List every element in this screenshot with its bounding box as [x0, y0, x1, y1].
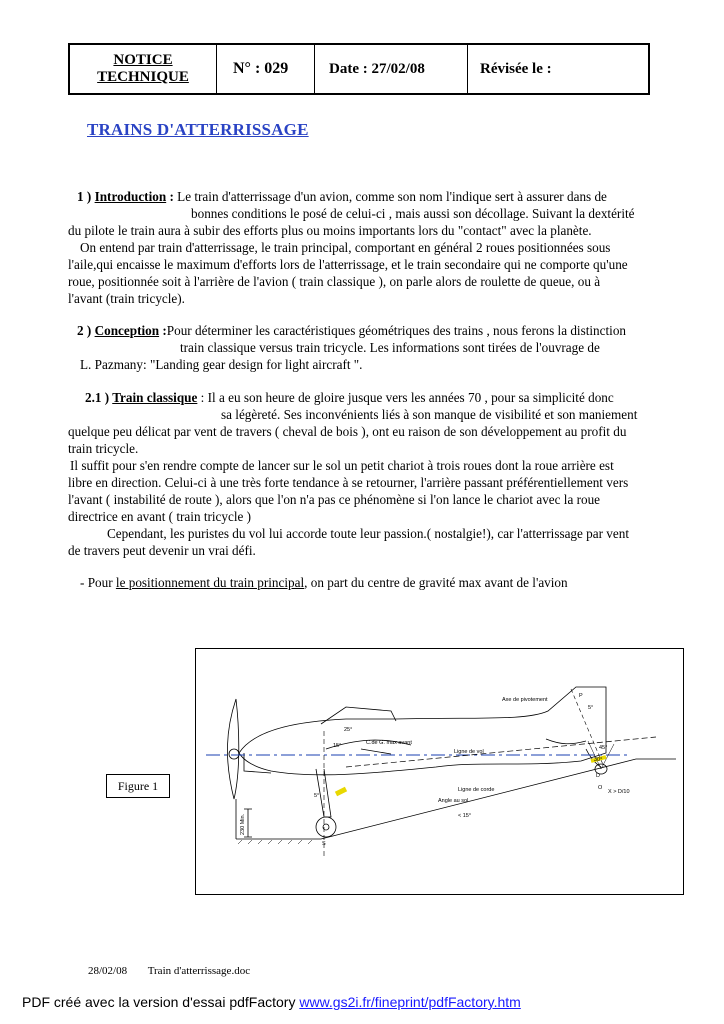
- angle-25-label: 25°: [344, 727, 353, 733]
- point-p-label: P: [579, 693, 583, 699]
- fuselage-outline: [239, 687, 606, 775]
- aircraft-diagram: [196, 649, 682, 893]
- classique-heading: Train classique: [112, 390, 198, 405]
- intro-line-1: 1 ) Introduction : Le train d'atterrissage d'un avion, comme son nom l'indique sert à assurer dans de: [77, 189, 607, 204]
- intro-line-5: l'aile,qui encaisse le maximum d'efforts lors de l'atterrissage, et le train secondaire qui ne comporte qu'une: [68, 257, 628, 272]
- angle-45-label: 45°: [599, 745, 608, 751]
- notice-line2: TECHNIQUE: [97, 69, 189, 85]
- pdffactory-banner: [22, 994, 521, 1010]
- point-s-label: S: [322, 841, 326, 847]
- document-number: N° : 029: [217, 45, 315, 93]
- point-d-label: D: [596, 773, 600, 779]
- document-date: Date : 27/02/08: [315, 45, 468, 93]
- min-height-label: 230 Min.: [240, 813, 246, 835]
- axe-pivotement-label: Axe de pivotement: [502, 697, 548, 703]
- revision-date: Révisée le :: [480, 60, 552, 77]
- angle-au-sol-label: Angle au sol: [438, 798, 469, 804]
- classique-line-9: Cependant, les puristes du vol lui accorde toute leur passion.( nostalgie!), car l'atterrissage par vent: [107, 526, 630, 541]
- x-dimension-label: X > D/10: [608, 789, 630, 795]
- angle-5b-label: 5°: [588, 705, 594, 711]
- intro-line-6: roue, positionnée soit à l'arrière de l'avion ( train classique ), on parle alors de roulette de queue, ou à: [68, 274, 601, 289]
- conception-line-2: train classique versus train tricycle. Les informations sont tirées de l'ouvrage de: [180, 340, 600, 355]
- pdffactory-link[interactable]: www.gs2i.fr/fineprint/pdfFactory.htm: [299, 994, 521, 1010]
- notice-technique-cell: [70, 45, 217, 93]
- intro-line-3: du pilote le train aura à subir des efforts plus ou moins importants lors du "contact" avec la planète.: [68, 223, 592, 238]
- point-o-label: O: [598, 785, 603, 791]
- classique-line-5: Il suffit pour s'en rendre compte de lancer sur le sol un petit chariot à trois roues dont la roue arrière est: [70, 458, 614, 473]
- classique-line-2: sa légèreté. Ses inconvénients liés à son manque de visibilité et son maniement: [221, 407, 638, 422]
- classique-line-4: train tricycle.: [68, 441, 139, 456]
- conception-line-3: L. Pazmany: "Landing gear design for light aircraft ".: [80, 357, 363, 372]
- page-title: TRAINS D'ATTERRISSAGE: [87, 120, 309, 139]
- ligne-de-vol-label: Ligne de vol: [454, 749, 484, 755]
- positionnement-link: le positionnement du train principal: [115, 575, 305, 590]
- classique-line-3: quelque peu délicat par vent de travers ( cheval de bois ), ont eu raison de son développement au profit du: [68, 424, 627, 439]
- lt15-label: < 15°: [458, 813, 472, 819]
- angle-15-label: 15°: [333, 743, 342, 749]
- ligne-de-corde-label: Ligne de corde: [458, 787, 495, 793]
- figure-1-drawing: [195, 648, 684, 895]
- intro-line-2: bonnes conditions le posé de celui-ci , mais aussi son décollage. Suivant la dextérité: [191, 206, 635, 221]
- figure-label: Figure 1: [106, 774, 170, 798]
- conception-line-1: 2 ) Conception :Pour déterminer les caractéristiques géométriques des trains , nous ferons la distinction: [77, 323, 627, 338]
- page-footer: [88, 965, 268, 977]
- angle-5-label: 5°: [314, 793, 320, 799]
- intro-line-7: l'avant (train tricycle).: [68, 291, 185, 306]
- classique-line-6: libre en direction. Celui-ci à une très forte tendance à se retourner, l'arrière passant préférentiellement vers: [68, 475, 629, 490]
- footer-date: 28/02/08: [88, 965, 128, 977]
- classique-line-7: l'avant ( instabilité de route ), alors que l'on n'a pas ce phénomène si l'on lance le chariot avec la roue: [68, 492, 601, 507]
- cg-label: C.de G. max avant: [366, 740, 412, 746]
- positionnement-line: - Pour le positionnement du train principal, on part du centre de gravité max avant de l'avion: [80, 575, 568, 590]
- intro-heading: Introduction: [94, 189, 167, 204]
- angle-30-label: 30°: [594, 757, 603, 763]
- footer-file: Train d'atterrissage.doc: [147, 965, 251, 977]
- intro-line-4: On entend par train d'atterrissage, le train principal, comportant en général 2 roues positionnées sous: [80, 240, 611, 255]
- pdffactory-text: PDF créé avec la version d'essai pdfFactory: [22, 994, 300, 1010]
- conception-heading: Conception: [94, 323, 160, 338]
- notice-line1: NOTICE: [113, 52, 173, 68]
- classique-line-8: directrice en avant ( train tricycle ): [68, 509, 252, 524]
- document-header: [68, 43, 650, 95]
- classique-line-10: de travers peut devenir un vrai défi.: [68, 543, 256, 558]
- classique-line-1: 2.1 ) Train classique : Il a eu son heure de gloire jusque vers les années 70 , pour sa simplicité donc: [85, 390, 614, 405]
